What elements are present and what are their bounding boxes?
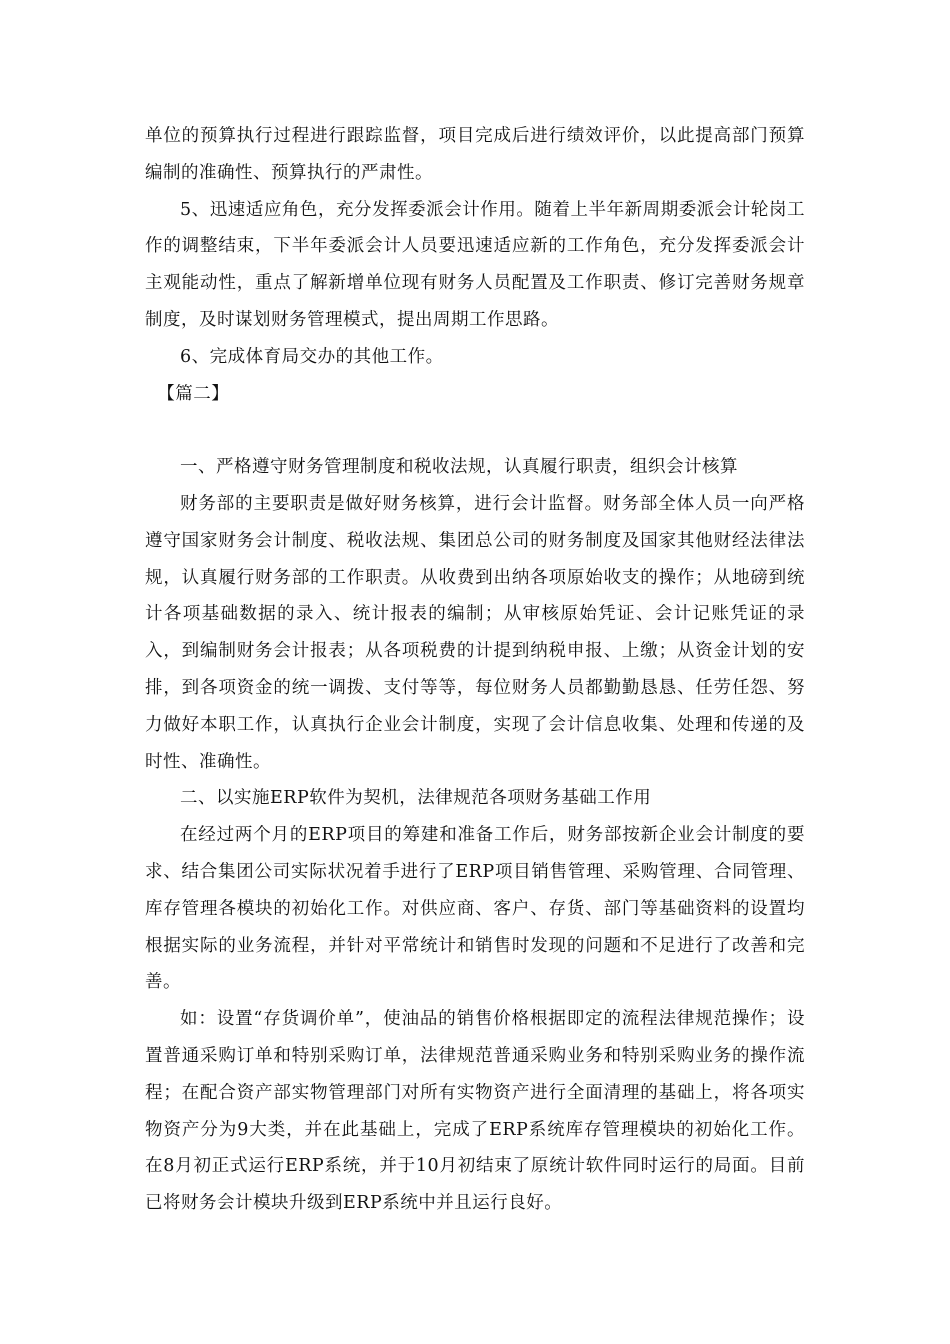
paragraph-budget-continuation: 单位的预算执行过程进行跟踪监督，项目完成后进行绩效评价，以此提高部门预算编制的准确性、预算执行的严肃性。 — [145, 126, 805, 183]
paragraph-erp-initialization: 在经过两个月的ERP项目的筹建和准备工作后，财务部按新企业会计制度的要求、结合集团公司实际状况着手进行了ERP项目销售管理、采购管理、合同管理、库存管理各模块的初始化工作。对供应商、客户、存货、部门等基础资料的设置均根据实际的业务流程，并针对平常统计和销售时发现的问题和不足进行了改善和完善。 — [145, 825, 805, 993]
paragraph-finance-duties: 财务部的主要职责是做好财务核算，进行会计监督。财务部全体人员一向严格遵守国家财务会计制度、税收法规、集团总公司的财务制度及国家其他财经法律法规，认真履行财务部的工作职责。从收费到出纳各项原始收支的操作；从地磅到统计各项基础数据的录入、统计报表的编制；从审核原始凭证、会计记账凭证的录入，到编制财务会计报表；从各项税费的计提到纳税申报、上缴；从资金计划的安排，到各项资金的统一调拨、支付等等，每位财务人员都勤勤恳恳、任劳任怨、努力做好本职工作，认真执行企业会计制度，实现了会计信息收集、处理和传递的及时性、准确性。 — [145, 493, 805, 772]
document-body — [145, 118, 805, 1222]
paragraph-item-5: 5、迅速适应角色，充分发挥委派会计作用。随着上半年新周期委派会计轮岗工作的调整结束，下半年委派会计人员要迅速适应新的工作角色，充分发挥委派会计主观能动性，重点了解新增单位现有财务人员配置及工作职责、修订完善财务规章制度，及时谋划财务管理模式，提出周期工作思路。 — [145, 199, 805, 330]
paragraph-erp-examples: 如：设置“存货调价单”，使油品的销售价格根据即定的流程法律规范操作；设置普通采购订单和特别采购订单，法律规范普通采购业务和特别采购业务的操作流程；在配合资产部实物管理部门对所有实物资产进行全面清理的基础上，将各项实物资产分为9大类，并在此基础上，完成了ERP系统库存管理模块的初始化工作。在8月初正式运行ERP系统，并于10月初结束了原统计软件同时运行的局面。目前已将财务会计模块升级到ERP系统中并且运行良好。 — [145, 1009, 805, 1214]
section-heading-piece-two: 【篇二】 — [157, 383, 230, 404]
subheading-one: 一、严格遵守财务管理制度和税收法规，认真履行职责，组织会计核算 — [180, 457, 738, 478]
subheading-two: 二、以实施ERP软件为契机，法律规范各项财务基础工作用 — [180, 788, 652, 809]
paragraph-item-6: 6、完成体育局交办的其他工作。 — [180, 346, 444, 367]
